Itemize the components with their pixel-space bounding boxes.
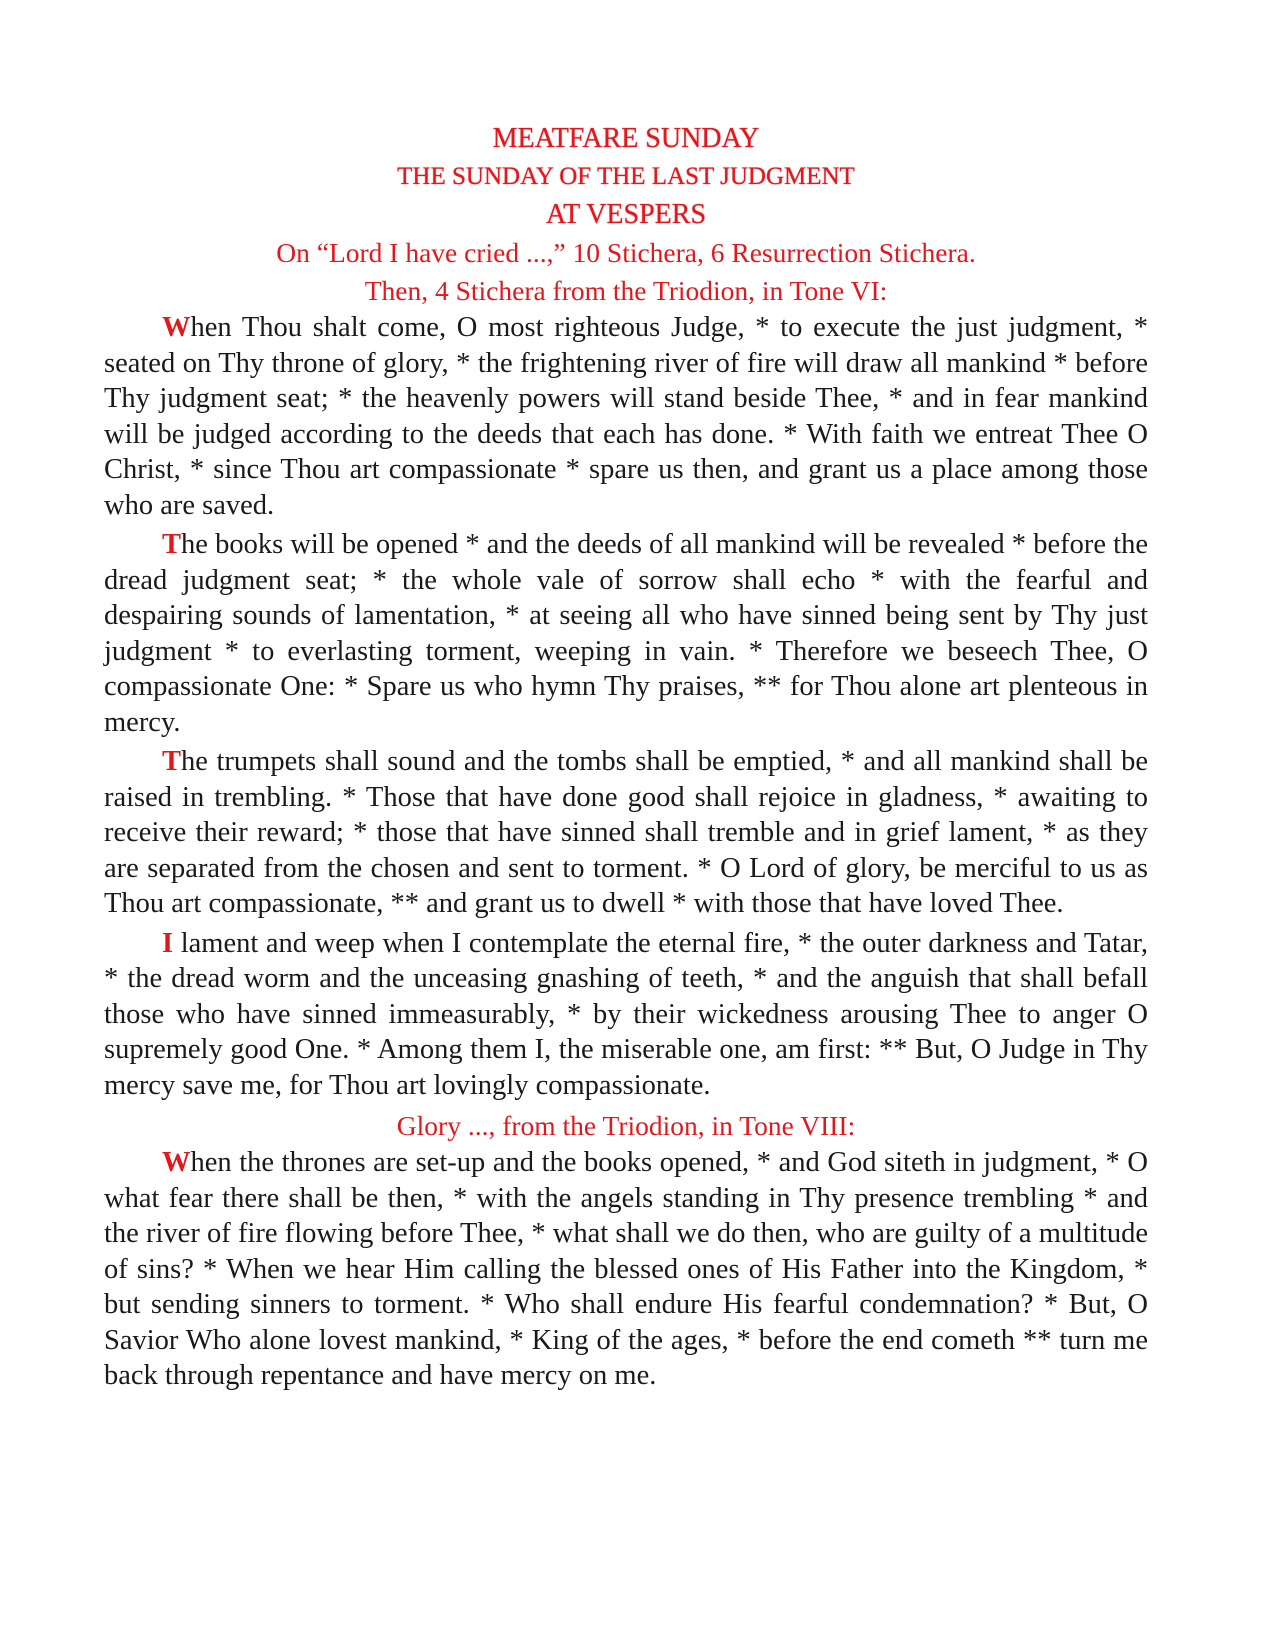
document-page bbox=[104, 120, 1148, 1398]
sticheron-2 bbox=[104, 527, 1148, 740]
dropcap-initial: W bbox=[162, 1147, 191, 1178]
service-heading: AT VESPERS bbox=[545, 199, 707, 230]
dropcap-initial: T bbox=[162, 746, 182, 777]
sticheron-1 bbox=[104, 310, 1148, 523]
sticheron-text: he trumpets shall sound and the tombs shall be emptied, * and all mankind shall be raised in trembling. * Those that have done good shall rejoice in gladness, * awaiting to receive their reward; * those that have sinned shall tremble and in grief lament, * as they are separated from the chosen and sent to torment. * O Lord of glory, be merciful to us as Thou art compassionate, ** and grant us to dwell * with those that have loved Thee. bbox=[104, 746, 1148, 919]
sticheron-text: lament and weep when I contemplate the eternal fire, * the outer darkness and Tatar, * the dread worm and the unceasing gnashing of teeth, * and the anguish that shall befall those who have sinned immeasurably, * by their wickedness arousing Thee to anger O supremely good One. * Among them I, the miserable one, am first: ** But, O Judge in Thy mercy save me, for Thou art lovingly compassionate. bbox=[104, 927, 1148, 1101]
dropcap-initial: W bbox=[162, 312, 191, 343]
sticheron-3 bbox=[104, 744, 1148, 922]
dropcap-initial: T bbox=[162, 529, 182, 560]
glory-sticheron bbox=[104, 1145, 1148, 1394]
page-subtitle: THE SUNDAY OF THE LAST JUDGMENT bbox=[397, 163, 855, 190]
sticheron-text: hen the thrones are set-up and the books opened, * and God siteth in judgment, * O what fear there shall be then, * with the angels standing in Thy presence trembling * and the river of fire flowing before Thee, * what shall we do then, who are guilty of a multitude of sins? * When we hear Him calling the blessed ones of His Father into the Kingdom, * but sending sinners to torment. * Who shall endure His fearful condemnation? * But, O Savior Who alone lovest mankind, * King of the ages, * before the end cometh ** turn me back through repentance and have mercy on me. bbox=[104, 1147, 1148, 1391]
rubric-glory-tone-viii: Glory ..., from the Triodion, in Tone VIII: bbox=[396, 1110, 856, 1141]
dropcap-initial: I bbox=[162, 927, 174, 959]
sticheron-4 bbox=[104, 926, 1148, 1104]
page-title: MEATFARE SUNDAY bbox=[492, 123, 760, 154]
sticheron-text: he books will be opened * and the deeds of all mankind will be revealed * before the dread judgment seat; * the whole vale of sorrow shall echo * with the fearful and despairing sounds of lamentation, * at seeing all who have sinned being sent by Thy just judgment * to everlasting torment, weeping in vain. * Therefore we beseech Thee, O compassionate One: * Spare us who hymn Thy praises, ** for Thou alone art plenteous in mercy. bbox=[104, 529, 1148, 738]
rubric-lord-i-have-cried: On “Lord I have cried ...,” 10 Stichera, 6 Resurrection Stichera. bbox=[276, 237, 976, 268]
sticheron-text: hen Thou shalt come, O most righteous Judge, * to execute the just judgment, * seated on Thy throne of glory, * the frightening river of fire will draw all mankind * before Thy judgment seat; * the heavenly powers will stand beside Thee, * and in fear mankind will be judged according to the deeds that each has done. * With faith we entreat Thee O Christ, * since Thou art compassionate * spare us then, and grant us a place among those who are saved. bbox=[104, 312, 1148, 521]
rubric-triodion-tone-vi: Then, 4 Stichera from the Triodion, in Tone VI: bbox=[364, 275, 888, 306]
